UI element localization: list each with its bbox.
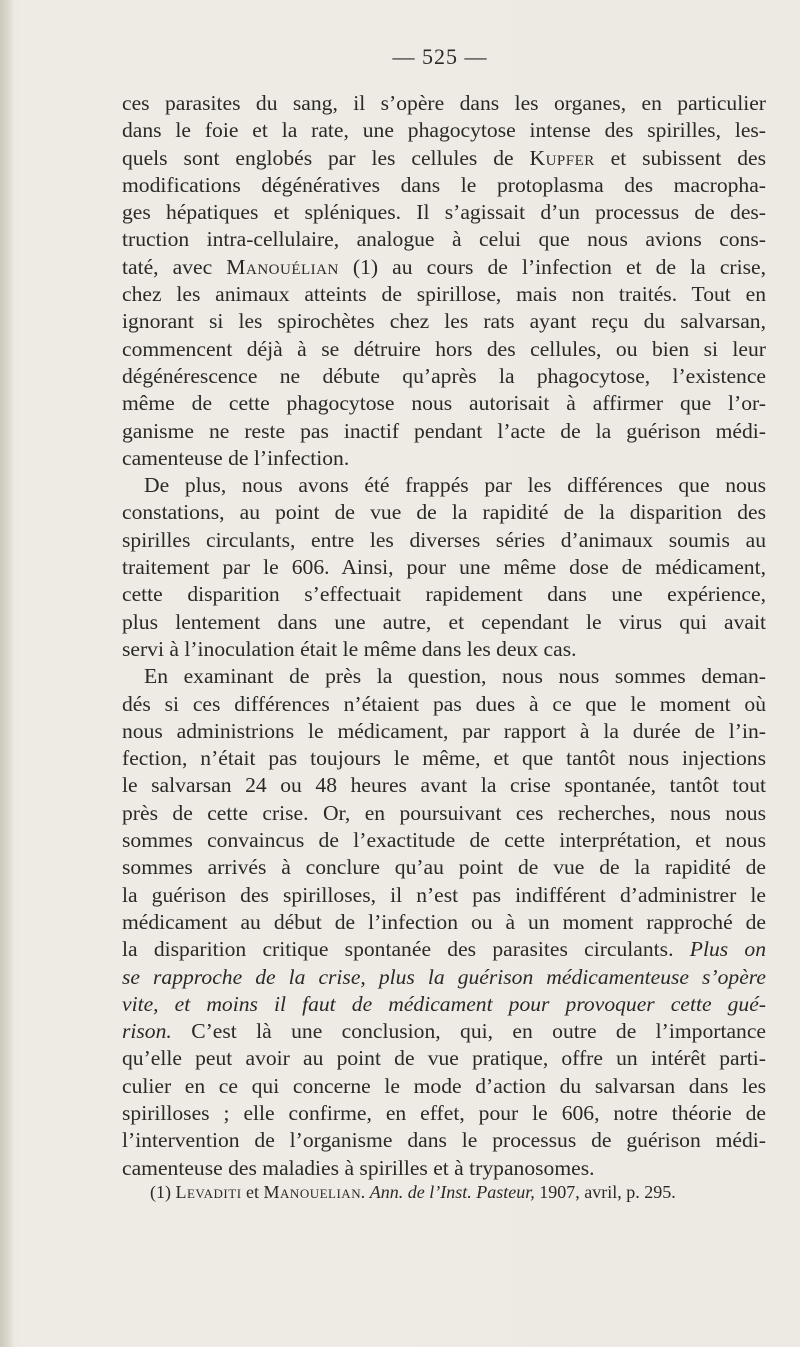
text-line: même de cette phagocytose nous autorisait à affirmer que l’or- (122, 391, 766, 416)
text-line: plus lentement dans une autre, et cependant le virus qui avait (122, 609, 766, 634)
text-line: servi à l’inoculation était le même dans les deux cas. (122, 636, 577, 661)
text-line: l’intervention de l’organisme dans le processus de guérison médi- (122, 1128, 766, 1153)
text-line: qu’elle peut avoir au point de vue pratique, offre un intérêt parti- (122, 1046, 766, 1071)
italic-fragment: rison. (122, 1019, 172, 1044)
text-line: ces parasites du sang, il s’opère dans les organes, en particulier (122, 91, 766, 115)
text-fragment: et subissent des (594, 145, 766, 170)
text-line: spirilloses ; elle confirme, en effet, pour le 606, notre théorie de (122, 1100, 766, 1125)
text-line (122, 1018, 766, 1045)
text-fragment: taté, avec (122, 254, 227, 279)
text-line: En examinant de près la question, nous nous sommes deman- (144, 664, 766, 689)
text-fragment: C’est là une conclusion, qui, en outre de l’importance (171, 1019, 766, 1044)
author-name-manouelian: Manouélian (226, 254, 339, 279)
text-line: dés si ces différences n’étaient pas dues à ce que le moment où (122, 691, 766, 716)
footnote (150, 1180, 770, 1204)
text-fragment: quels sont englobés par les cellules de (122, 145, 530, 170)
text-line (122, 145, 766, 172)
text-line: la guérison des spirilloses, il n’est pas indifférent d’administrer le (122, 882, 766, 907)
text-line: près de cette crise. Or, en poursuivant ces recherches, nous nous (122, 800, 766, 825)
text-line (122, 936, 766, 963)
text-line: camenteuse de l’infection. (122, 445, 350, 470)
text-fragment: (1) au cours de l’infection et de la crise, (338, 254, 766, 279)
page-number: — 525 — (392, 44, 488, 69)
footnote-journal: . Ann. de l’Inst. Pasteur, (361, 1182, 535, 1202)
text-line: fection, n’était pas toujours le même, et que tantôt nous injections (122, 746, 766, 771)
page-gutter-shadow (0, 0, 14, 1347)
text-line: traitement par le 606. Ainsi, pour une même dose de médicament, (122, 555, 766, 580)
italic-fragment: Plus on (689, 937, 766, 962)
text-line: commencent déjà à se détruire hors des cellules, ou bien si leur (122, 336, 766, 361)
footnote-author: Levaditi (175, 1182, 242, 1202)
text-line: ignorant si les spirochètes chez les rats ayant reçu du salvarsan, (122, 309, 766, 334)
text-line: médicament au début de l’infection ou à un moment rapproché de (122, 909, 766, 934)
text-line: spirilles circulants, entre les diverses séries d’animaux soumis au (122, 527, 766, 552)
text-line: dégénérescence ne débute qu’après la phagocytose, l’existence (122, 363, 766, 388)
text-line: cette disparition s’effectuait rapidement dans une expérience, (122, 582, 766, 607)
italic-line: se rapproche de la crise, plus la guérison médicamenteuse s’opère (122, 964, 766, 989)
text-line: sommes arrivés à conclure qu’au point de vue de la rapidité de (122, 855, 766, 880)
text-line: culier en ce qui concerne le mode d’action du salvarsan dans les (122, 1073, 766, 1098)
text-line: sommes convaincus de l’exactitude de cette interprétation, et nous (122, 828, 766, 853)
author-name-kupfer: Kupfer (529, 145, 595, 170)
footnote-details: 1907, avril, p. 295. (534, 1182, 676, 1202)
body-text (122, 90, 766, 1182)
text-line: De plus, nous avons été frappés par les différences que nous (144, 473, 766, 498)
text-line: le salvarsan 24 ou 48 heures avant la crise spontanée, tantôt tout (122, 773, 766, 798)
text-line: camenteuse des maladies à spirilles et à trypanosomes. (122, 1155, 595, 1180)
text-line: nous administrions le médicament, par rapport à la durée de l’in- (122, 718, 766, 743)
text-line: constations, au point de vue de la rapidité de la disparition des (122, 500, 766, 525)
text-line: ges hépatiques et spléniques. Il s’agissait d’un processus de des- (122, 200, 766, 225)
text-line: truction intra-cellulaire, analogue à celui que nous avions cons- (122, 227, 766, 252)
italic-line: vite, et moins il faut de médicament pour provoquer cette gué- (122, 991, 766, 1016)
text-line: dans le foie et la rate, une phagocytose intense des spirilles, les- (122, 118, 766, 143)
text-line (122, 254, 766, 281)
text-fragment: la disparition critique spontanée des parasites circulants. (122, 937, 690, 962)
text-line: ganisme ne reste pas inactif pendant l’acte de la guérison médi- (122, 418, 766, 443)
footnote-author: Manouelian (263, 1182, 362, 1202)
text-line: chez les animaux atteints de spirillose, mais non traités. Tout en (122, 282, 766, 307)
text-line (122, 991, 766, 1018)
text-line: modifications dégénératives dans le protoplasma des macropha- (122, 172, 766, 197)
text-line (122, 964, 766, 991)
footnote-marker: (1) (150, 1182, 176, 1202)
footnote-conjunction: et (241, 1182, 264, 1202)
